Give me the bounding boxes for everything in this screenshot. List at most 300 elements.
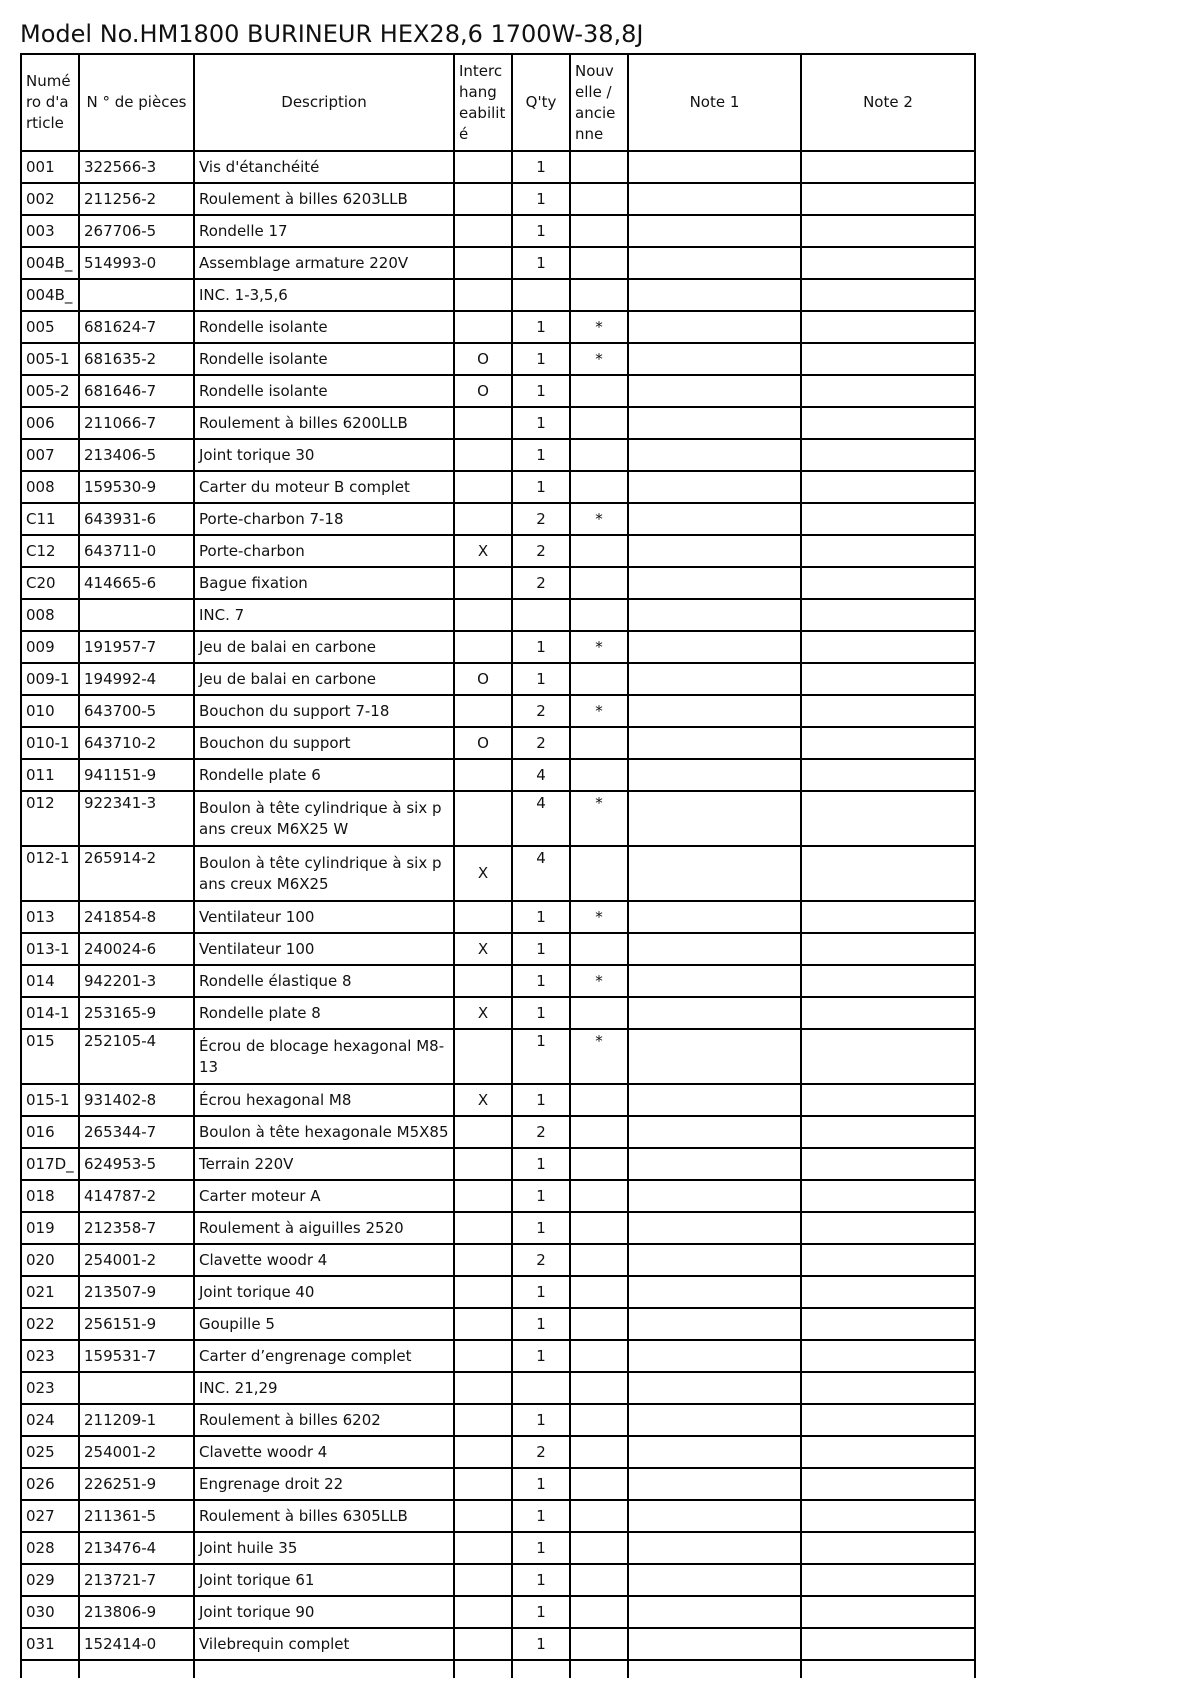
cell-part-number: 211066-7 bbox=[79, 407, 194, 439]
cell-description: Engrenage droit 22 bbox=[194, 1468, 454, 1500]
cell-new-old: * bbox=[570, 695, 628, 727]
table-row bbox=[21, 1372, 975, 1404]
cell-description: Roulement à billes 6202 bbox=[194, 1404, 454, 1436]
cell-part-number: 322566-3 bbox=[79, 151, 194, 183]
cell-note-2 bbox=[801, 1532, 975, 1564]
cell-part-number: 414787-2 bbox=[79, 1180, 194, 1212]
cell-description: Carter d’engrenage complet bbox=[194, 1340, 454, 1372]
cell-note-1 bbox=[628, 1180, 801, 1212]
table-row bbox=[21, 1116, 975, 1148]
cell-note-2 bbox=[801, 997, 975, 1029]
cell-item-number: 024 bbox=[21, 1404, 79, 1436]
cell-quantity: 2 bbox=[512, 503, 570, 535]
header-interchangeability: Interc hang eabilit é bbox=[454, 54, 512, 151]
table-row bbox=[21, 1244, 975, 1276]
cell-note-2 bbox=[801, 279, 975, 311]
cell-interchangeability bbox=[454, 901, 512, 933]
cell-note-1 bbox=[628, 1212, 801, 1244]
table-row bbox=[21, 727, 975, 759]
table-row bbox=[21, 791, 975, 846]
cell-part-number: 213507-9 bbox=[79, 1276, 194, 1308]
cell-part-number: 211256-2 bbox=[79, 183, 194, 215]
cell-new-old bbox=[570, 1148, 628, 1180]
cell-item-number: 031 bbox=[21, 1628, 79, 1660]
cell-interchangeability bbox=[454, 1532, 512, 1564]
cell-part-number: 681646-7 bbox=[79, 375, 194, 407]
cell-interchangeability bbox=[454, 759, 512, 791]
cell-note-2 bbox=[801, 1404, 975, 1436]
cell-interchangeability bbox=[454, 567, 512, 599]
cell-quantity: 2 bbox=[512, 1436, 570, 1468]
cell-quantity: 4 bbox=[512, 846, 570, 901]
cell-item-number: 005-1 bbox=[21, 343, 79, 375]
table-row-continuation bbox=[21, 1660, 975, 1678]
cell-description: Roulement à aiguilles 2520 bbox=[194, 1212, 454, 1244]
cell-note-1 bbox=[628, 759, 801, 791]
cell-interchangeability bbox=[454, 471, 512, 503]
cell-part-number: 152414-0 bbox=[79, 1628, 194, 1660]
table-row bbox=[21, 901, 975, 933]
cell-quantity: 2 bbox=[512, 695, 570, 727]
cell-interchangeability bbox=[454, 1180, 512, 1212]
table-row bbox=[21, 695, 975, 727]
cell-new-old bbox=[570, 1340, 628, 1372]
cell-note-1 bbox=[628, 1372, 801, 1404]
table-row bbox=[21, 567, 975, 599]
cell-interchangeability bbox=[454, 1628, 512, 1660]
cell-note-1 bbox=[628, 439, 801, 471]
table-row bbox=[21, 997, 975, 1029]
cell-item-number: 021 bbox=[21, 1276, 79, 1308]
cell-note-2 bbox=[801, 1308, 975, 1340]
header-item-number: Numé ro d'a rticle bbox=[21, 54, 79, 151]
cell-part-number: 212358-7 bbox=[79, 1212, 194, 1244]
table-row bbox=[21, 599, 975, 631]
cell-interchangeability bbox=[454, 1436, 512, 1468]
cell-description: Écrou de blocage hexagonal M8-13 bbox=[194, 1029, 454, 1084]
cell-note-1 bbox=[628, 407, 801, 439]
cell-part-number: 254001-2 bbox=[79, 1244, 194, 1276]
cell-new-old bbox=[570, 471, 628, 503]
cell-interchangeability: O bbox=[454, 375, 512, 407]
cell-interchangeability bbox=[454, 151, 512, 183]
cell-interchangeability bbox=[454, 1148, 512, 1180]
cell-description: INC. 1-3,5,6 bbox=[194, 279, 454, 311]
cell-item-number: 015 bbox=[21, 1029, 79, 1084]
cell-note-2 bbox=[801, 1628, 975, 1660]
cell-item-number: 006 bbox=[21, 407, 79, 439]
cell-new-old bbox=[570, 567, 628, 599]
cell-note-1 bbox=[628, 1244, 801, 1276]
cell-part-number: 194992-4 bbox=[79, 663, 194, 695]
cell-part-number: 931402-8 bbox=[79, 1084, 194, 1116]
cell-quantity: 1 bbox=[512, 901, 570, 933]
table-row bbox=[21, 663, 975, 695]
cell-interchangeability bbox=[454, 1244, 512, 1276]
cell-part-number: 643931-6 bbox=[79, 503, 194, 535]
cell-description: Terrain 220V bbox=[194, 1148, 454, 1180]
cell-note-1 bbox=[628, 695, 801, 727]
cell-part-number: 414665-6 bbox=[79, 567, 194, 599]
cell-note-1 bbox=[628, 215, 801, 247]
cell-part-number: 265344-7 bbox=[79, 1116, 194, 1148]
cell-item-number: 029 bbox=[21, 1564, 79, 1596]
cell-description: INC. 21,29 bbox=[194, 1372, 454, 1404]
table-row bbox=[21, 471, 975, 503]
table-row bbox=[21, 1404, 975, 1436]
cell-note-2 bbox=[801, 1116, 975, 1148]
cell-new-old bbox=[570, 1212, 628, 1244]
cell-note-1 bbox=[628, 503, 801, 535]
cell-note-2 bbox=[801, 1148, 975, 1180]
cell-part-number bbox=[79, 1372, 194, 1404]
cell-note-2 bbox=[801, 407, 975, 439]
cell-new-old bbox=[570, 1468, 628, 1500]
table-row bbox=[21, 1276, 975, 1308]
cell-item-number: 015-1 bbox=[21, 1084, 79, 1116]
cell-item-number: 028 bbox=[21, 1532, 79, 1564]
cell-quantity: 1 bbox=[512, 1148, 570, 1180]
cell-note-1 bbox=[628, 965, 801, 997]
cell-description: Joint huile 35 bbox=[194, 1532, 454, 1564]
header-description: Description bbox=[194, 54, 454, 151]
cell-new-old bbox=[570, 1404, 628, 1436]
cell-note-1 bbox=[628, 1628, 801, 1660]
cell-item-number: 018 bbox=[21, 1180, 79, 1212]
cell-interchangeability bbox=[454, 1212, 512, 1244]
cell-interchangeability bbox=[454, 1468, 512, 1500]
cell-description: Jeu de balai en carbone bbox=[194, 663, 454, 695]
cell-item-number: 001 bbox=[21, 151, 79, 183]
cell-item-number: 005 bbox=[21, 311, 79, 343]
cell-note-2 bbox=[801, 663, 975, 695]
cell-item-number: 023 bbox=[21, 1372, 79, 1404]
cell-description: Bouchon du support 7-18 bbox=[194, 695, 454, 727]
cell-interchangeability bbox=[454, 599, 512, 631]
cell-note-2 bbox=[801, 311, 975, 343]
cell-note-1 bbox=[628, 1564, 801, 1596]
cell-note-1 bbox=[628, 151, 801, 183]
cell-part-number: 213406-5 bbox=[79, 439, 194, 471]
cell-description: Rondelle plate 6 bbox=[194, 759, 454, 791]
cell-item-number: 011 bbox=[21, 759, 79, 791]
table-row bbox=[21, 503, 975, 535]
cell-part-number: 256151-9 bbox=[79, 1308, 194, 1340]
cell-item-number: C12 bbox=[21, 535, 79, 567]
cell-quantity: 1 bbox=[512, 1340, 570, 1372]
cell-note-2 bbox=[801, 599, 975, 631]
table-row bbox=[21, 439, 975, 471]
cell-item-number: 008 bbox=[21, 471, 79, 503]
cell-note-2 bbox=[801, 1276, 975, 1308]
cell-new-old bbox=[570, 151, 628, 183]
cell-description: Porte-charbon bbox=[194, 535, 454, 567]
cell-part-number: 922341-3 bbox=[79, 791, 194, 846]
cell-part-number bbox=[79, 599, 194, 631]
cell-item-number: 025 bbox=[21, 1436, 79, 1468]
cell-note-2 bbox=[801, 247, 975, 279]
cell-new-old: * bbox=[570, 791, 628, 846]
cell-new-old bbox=[570, 1628, 628, 1660]
cell-description: Boulon à tête cylindrique à six pans creux M6X25 bbox=[194, 846, 454, 901]
header-note-2: Note 2 bbox=[801, 54, 975, 151]
cell-new-old bbox=[570, 1308, 628, 1340]
cell-quantity: 1 bbox=[512, 1564, 570, 1596]
cell-new-old bbox=[570, 439, 628, 471]
cell-note-2 bbox=[801, 567, 975, 599]
cell-item-number: C20 bbox=[21, 567, 79, 599]
table-row bbox=[21, 1148, 975, 1180]
cell-item-number: 007 bbox=[21, 439, 79, 471]
cell-part-number: 159531-7 bbox=[79, 1340, 194, 1372]
table-row bbox=[21, 183, 975, 215]
cell-note-2 bbox=[801, 933, 975, 965]
cell-interchangeability bbox=[454, 1596, 512, 1628]
cell-note-2 bbox=[801, 901, 975, 933]
cell-interchangeability bbox=[454, 1116, 512, 1148]
table-body bbox=[21, 151, 975, 1678]
cell-quantity: 1 bbox=[512, 1308, 570, 1340]
cell-quantity: 1 bbox=[512, 965, 570, 997]
cell-part-number: 159530-9 bbox=[79, 471, 194, 503]
cell-interchangeability: X bbox=[454, 535, 512, 567]
cell-item-number: 008 bbox=[21, 599, 79, 631]
table-row bbox=[21, 631, 975, 663]
cell-new-old bbox=[570, 215, 628, 247]
cell-new-old bbox=[570, 1500, 628, 1532]
header-part-number: N ° de pièces bbox=[79, 54, 194, 151]
cell-note-1 bbox=[628, 631, 801, 663]
cell-interchangeability bbox=[454, 1372, 512, 1404]
cell-part-number: 514993-0 bbox=[79, 247, 194, 279]
cell-note-1 bbox=[628, 791, 801, 846]
cell-note-1 bbox=[628, 1532, 801, 1564]
table-row bbox=[21, 1212, 975, 1244]
cell-note-2 bbox=[801, 631, 975, 663]
cell-note-2 bbox=[801, 727, 975, 759]
cell-interchangeability bbox=[454, 1276, 512, 1308]
cell-quantity bbox=[512, 599, 570, 631]
cell-note-2 bbox=[801, 965, 975, 997]
cell-description: Carter moteur A bbox=[194, 1180, 454, 1212]
cell-interchangeability bbox=[454, 215, 512, 247]
cell-quantity: 1 bbox=[512, 1084, 570, 1116]
cell-part-number: 265914-2 bbox=[79, 846, 194, 901]
cell-note-2 bbox=[801, 1084, 975, 1116]
parts-table bbox=[20, 53, 976, 1678]
cell-quantity: 1 bbox=[512, 1628, 570, 1660]
cell-new-old: * bbox=[570, 1029, 628, 1084]
table-row bbox=[21, 247, 975, 279]
header-quantity: Q'ty bbox=[512, 54, 570, 151]
cell-note-1 bbox=[628, 1404, 801, 1436]
cell-quantity: 2 bbox=[512, 535, 570, 567]
cell-part-number: 211361-5 bbox=[79, 1500, 194, 1532]
table-row bbox=[21, 1436, 975, 1468]
table-row bbox=[21, 343, 975, 375]
cell-item-number: 023 bbox=[21, 1340, 79, 1372]
cell-note-2 bbox=[801, 343, 975, 375]
cell-note-1 bbox=[628, 727, 801, 759]
cell-quantity: 1 bbox=[512, 1532, 570, 1564]
cell-interchangeability: X bbox=[454, 997, 512, 1029]
cell-description: Boulon à tête hexagonale M5X85 bbox=[194, 1116, 454, 1148]
cell-part-number: 681624-7 bbox=[79, 311, 194, 343]
cell-interchangeability bbox=[454, 1308, 512, 1340]
cell-interchangeability bbox=[454, 503, 512, 535]
cell-note-2 bbox=[801, 1500, 975, 1532]
cell-part-number: 211209-1 bbox=[79, 1404, 194, 1436]
cell-interchangeability bbox=[454, 1500, 512, 1532]
cell-part-number: 191957-7 bbox=[79, 631, 194, 663]
cell-quantity: 1 bbox=[512, 343, 570, 375]
cell-quantity: 1 bbox=[512, 183, 570, 215]
cell-new-old bbox=[570, 1436, 628, 1468]
cell-description: Rondelle isolante bbox=[194, 343, 454, 375]
cell-item-number: 014-1 bbox=[21, 997, 79, 1029]
cell-description: INC. 7 bbox=[194, 599, 454, 631]
cell-description: Ventilateur 100 bbox=[194, 933, 454, 965]
cell-interchangeability bbox=[454, 311, 512, 343]
cell-new-old bbox=[570, 375, 628, 407]
cell-part-number: 226251-9 bbox=[79, 1468, 194, 1500]
cell-note-1 bbox=[628, 311, 801, 343]
cell-interchangeability: O bbox=[454, 727, 512, 759]
cell-part-number: 643710-2 bbox=[79, 727, 194, 759]
cell-note-2 bbox=[801, 439, 975, 471]
cell-description: Joint torique 61 bbox=[194, 1564, 454, 1596]
empty-cell bbox=[454, 1660, 512, 1678]
table-row bbox=[21, 1564, 975, 1596]
cell-item-number: 017D_ bbox=[21, 1148, 79, 1180]
cell-item-number: 010 bbox=[21, 695, 79, 727]
cell-part-number: 624953-5 bbox=[79, 1148, 194, 1180]
table-row bbox=[21, 1340, 975, 1372]
cell-part-number: 213806-9 bbox=[79, 1596, 194, 1628]
cell-note-2 bbox=[801, 1212, 975, 1244]
table-row bbox=[21, 1084, 975, 1116]
cell-item-number: 026 bbox=[21, 1468, 79, 1500]
cell-part-number: 252105-4 bbox=[79, 1029, 194, 1084]
cell-new-old: * bbox=[570, 311, 628, 343]
table-row bbox=[21, 1628, 975, 1660]
cell-quantity: 1 bbox=[512, 375, 570, 407]
empty-cell bbox=[801, 1660, 975, 1678]
cell-new-old bbox=[570, 663, 628, 695]
table-row bbox=[21, 965, 975, 997]
cell-interchangeability bbox=[454, 1404, 512, 1436]
header-row bbox=[21, 54, 975, 151]
cell-part-number: 240024-6 bbox=[79, 933, 194, 965]
cell-quantity: 1 bbox=[512, 1468, 570, 1500]
cell-note-1 bbox=[628, 997, 801, 1029]
cell-note-1 bbox=[628, 1084, 801, 1116]
cell-note-2 bbox=[801, 759, 975, 791]
cell-note-2 bbox=[801, 503, 975, 535]
cell-item-number: 012-1 bbox=[21, 846, 79, 901]
empty-cell bbox=[512, 1660, 570, 1678]
cell-note-1 bbox=[628, 901, 801, 933]
cell-quantity: 1 bbox=[512, 1029, 570, 1084]
cell-note-2 bbox=[801, 695, 975, 727]
table-row bbox=[21, 933, 975, 965]
cell-description: Clavette woodr 4 bbox=[194, 1436, 454, 1468]
cell-description: Bague fixation bbox=[194, 567, 454, 599]
empty-cell bbox=[21, 1660, 79, 1678]
cell-description: Vis d'étanchéité bbox=[194, 151, 454, 183]
cell-description: Joint torique 90 bbox=[194, 1596, 454, 1628]
cell-new-old bbox=[570, 997, 628, 1029]
cell-new-old bbox=[570, 279, 628, 311]
cell-quantity bbox=[512, 1372, 570, 1404]
table-row bbox=[21, 1500, 975, 1532]
cell-quantity: 1 bbox=[512, 151, 570, 183]
table-row bbox=[21, 846, 975, 901]
cell-note-2 bbox=[801, 1180, 975, 1212]
cell-new-old bbox=[570, 1084, 628, 1116]
cell-quantity: 1 bbox=[512, 933, 570, 965]
cell-note-1 bbox=[628, 1436, 801, 1468]
cell-note-2 bbox=[801, 151, 975, 183]
table-row bbox=[21, 407, 975, 439]
cell-item-number: 003 bbox=[21, 215, 79, 247]
cell-quantity: 2 bbox=[512, 567, 570, 599]
cell-quantity: 1 bbox=[512, 1596, 570, 1628]
cell-new-old bbox=[570, 1532, 628, 1564]
cell-interchangeability bbox=[454, 791, 512, 846]
cell-description: Rondelle 17 bbox=[194, 215, 454, 247]
cell-note-2 bbox=[801, 846, 975, 901]
cell-part-number: 253165-9 bbox=[79, 997, 194, 1029]
empty-cell bbox=[79, 1660, 194, 1678]
cell-note-1 bbox=[628, 1148, 801, 1180]
table-row bbox=[21, 151, 975, 183]
cell-quantity: 1 bbox=[512, 215, 570, 247]
cell-new-old bbox=[570, 727, 628, 759]
cell-new-old bbox=[570, 1596, 628, 1628]
table-row bbox=[21, 1180, 975, 1212]
cell-interchangeability: O bbox=[454, 663, 512, 695]
cell-description: Roulement à billes 6200LLB bbox=[194, 407, 454, 439]
empty-cell bbox=[194, 1660, 454, 1678]
cell-quantity bbox=[512, 279, 570, 311]
cell-new-old bbox=[570, 846, 628, 901]
cell-new-old bbox=[570, 407, 628, 439]
cell-note-1 bbox=[628, 1468, 801, 1500]
cell-quantity: 1 bbox=[512, 247, 570, 279]
cell-new-old bbox=[570, 247, 628, 279]
cell-interchangeability bbox=[454, 1340, 512, 1372]
cell-item-number: 010-1 bbox=[21, 727, 79, 759]
cell-item-number: 009-1 bbox=[21, 663, 79, 695]
cell-quantity: 2 bbox=[512, 1116, 570, 1148]
cell-part-number: 254001-2 bbox=[79, 1436, 194, 1468]
cell-new-old bbox=[570, 759, 628, 791]
cell-note-1 bbox=[628, 1116, 801, 1148]
cell-quantity: 1 bbox=[512, 1180, 570, 1212]
cell-part-number: 681635-2 bbox=[79, 343, 194, 375]
cell-interchangeability: X bbox=[454, 1084, 512, 1116]
cell-description: Vilebrequin complet bbox=[194, 1628, 454, 1660]
cell-quantity: 1 bbox=[512, 997, 570, 1029]
cell-note-1 bbox=[628, 663, 801, 695]
cell-interchangeability bbox=[454, 1029, 512, 1084]
table-row bbox=[21, 311, 975, 343]
cell-note-2 bbox=[801, 1468, 975, 1500]
cell-note-2 bbox=[801, 1436, 975, 1468]
cell-new-old bbox=[570, 1372, 628, 1404]
cell-item-number: 016 bbox=[21, 1116, 79, 1148]
